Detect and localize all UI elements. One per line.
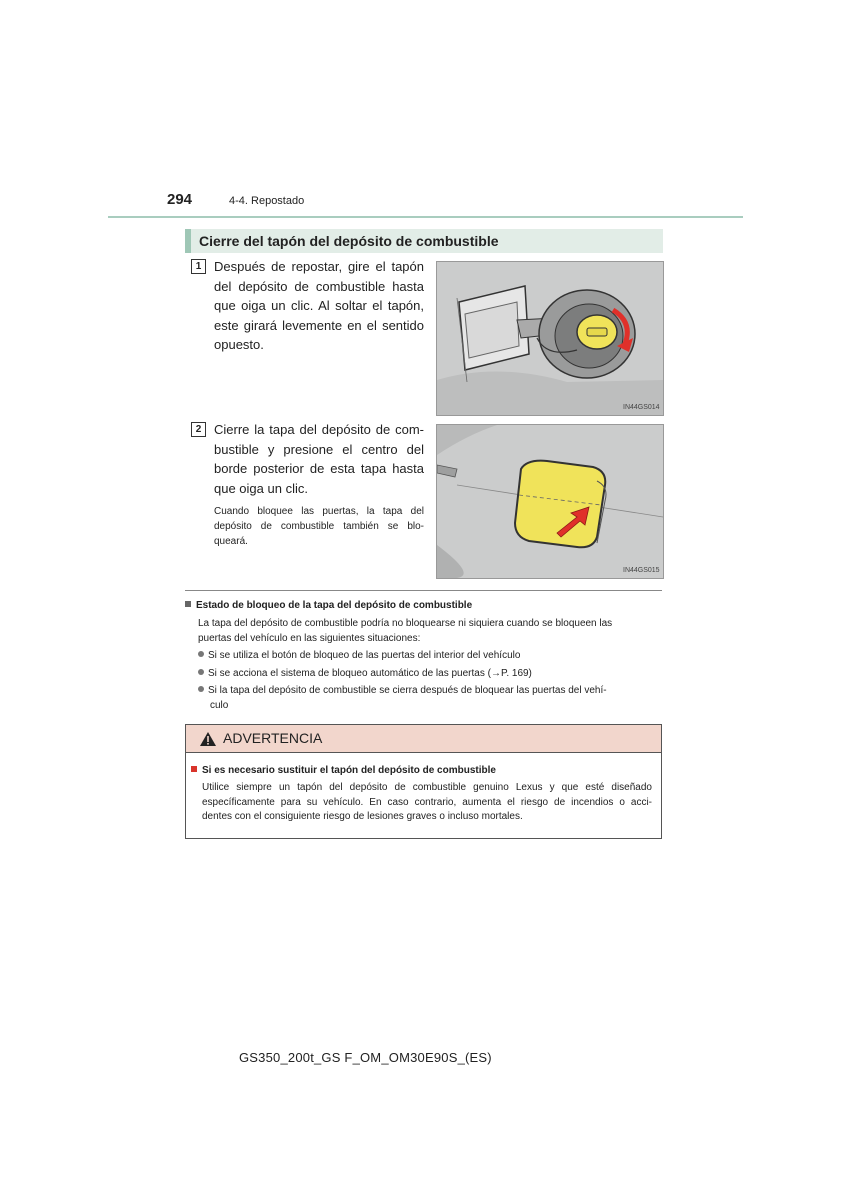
step-1-line: este girará levemente en el sentido	[214, 317, 424, 333]
divider	[185, 590, 662, 591]
step-2-note-line: queará.	[214, 536, 248, 547]
warning-line: dentes con el consiguiente riesgo de lesiones graves o incluso mortales.	[202, 811, 523, 822]
warning-subtitle-text: Si es necesario sustituir el tapón del depósito de combustible	[202, 765, 496, 776]
warning-box	[185, 724, 662, 839]
page-number: 294	[167, 191, 193, 208]
step-1-number: 1	[191, 259, 206, 274]
bullet-icon	[198, 651, 204, 657]
footer-doc-code: GS350_200t_GS F_OM_OM30E90S_(ES)	[239, 1050, 492, 1065]
step-1-line: que oiga un clic. Al soltar el tapón,	[214, 298, 424, 313]
image-code: IN44GS015	[623, 567, 660, 574]
list-item-continuation: culo	[210, 699, 229, 711]
warning-line: específicamente para su vehículo. En caso contrario, aumenta el riesgo de incendios o acci-	[202, 796, 652, 808]
list-item-text: Si la tapa del depósito de combustible se cierra después de bloquear las puertas del vehí-	[208, 685, 607, 696]
step-2-note-line: depósito de combustible también se blo-	[214, 521, 424, 532]
step-2-line: bustible y presione el centro del	[214, 441, 424, 457]
warning-header	[186, 725, 661, 753]
list-item	[198, 684, 662, 699]
header-rule	[108, 216, 743, 218]
list-item-text: Si se utiliza el botón de bloqueo de las puertas del interior del vehículo	[208, 650, 521, 661]
list-item	[198, 667, 662, 682]
warning-title: ADVERTENCIA	[223, 730, 323, 746]
lock-note-title-text: Estado de bloqueo de la tapa del depósito de combustible	[196, 600, 473, 611]
list-item	[198, 649, 662, 664]
warning-body	[202, 781, 652, 825]
bullet-icon	[198, 669, 204, 675]
lock-note-intro-line: La tapa del depósito de combustible podría no bloquearse ni siquiera cuando se bloqueen las	[198, 618, 613, 629]
step-1-line: opuesto.	[214, 337, 264, 352]
warning-triangle-icon	[199, 731, 217, 752]
step-2-number: 2	[191, 422, 206, 437]
step-2-note-line: Cuando bloquee las puertas, la tapa del	[214, 506, 424, 517]
list-item-text: Si se acciona el sistema de bloqueo automático de las puertas (→P. 169)	[208, 667, 532, 679]
step-2-line: que oiga un clic.	[214, 480, 308, 496]
section-heading: Cierre del tapón del depósito de combustible	[185, 229, 663, 253]
image-code: IN44GS014	[623, 404, 660, 411]
step-1-line: del depósito de combustible hasta	[214, 278, 424, 294]
step-1-line: Después de repostar, gire el tapón	[214, 259, 424, 274]
lock-note-intro-line: puertas del vehículo en las siguientes situaciones:	[198, 632, 421, 644]
lock-note-body	[198, 617, 662, 713]
bullet-icon	[198, 686, 204, 692]
lock-note-title	[185, 600, 472, 611]
fuel-cap-turning-illustration	[436, 261, 664, 416]
step-2-line: Cierre la tapa del depósito de com-	[214, 422, 424, 437]
step-2-text	[214, 420, 424, 498]
section-label: 4-4. Repostado	[229, 195, 305, 207]
square-bullet-icon	[185, 601, 191, 607]
red-square-bullet-icon	[191, 766, 197, 772]
warning-subtitle	[191, 765, 496, 776]
fuel-door-press-illustration	[436, 424, 664, 579]
step-2-note	[214, 504, 424, 549]
step-2-line: borde posterior de esta tapa hasta	[214, 461, 424, 476]
step-1-text	[214, 257, 424, 355]
warning-line: Utilice siempre un tapón del depósito de combustible genuino Lexus y que esté diseñado	[202, 782, 652, 793]
